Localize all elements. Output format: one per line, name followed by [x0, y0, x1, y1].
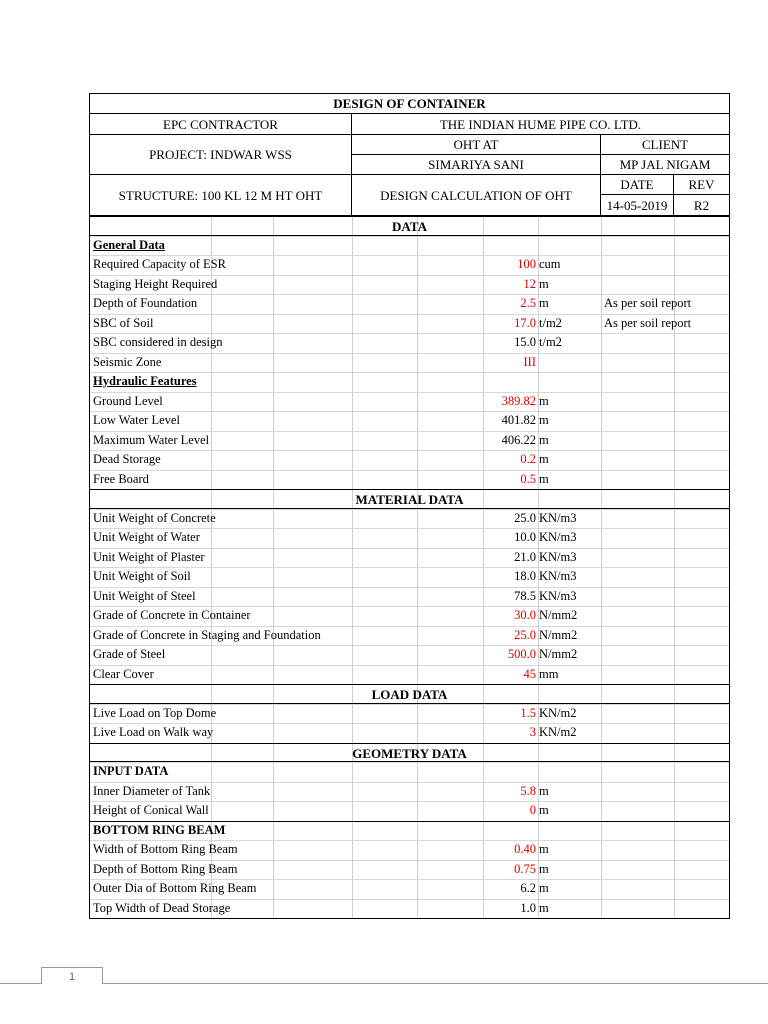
row-unit: m — [539, 296, 549, 310]
row-unit: KN/m2 — [539, 725, 577, 739]
material-row — [90, 665, 729, 685]
ring-row — [90, 860, 729, 880]
general-row — [90, 333, 729, 353]
row-label: Grade of Concrete in Container — [93, 608, 251, 622]
epc-value: THE INDIAN HUME PIPE CO. LTD. — [352, 114, 729, 135]
row-label: Maximum Water Level — [93, 432, 210, 447]
row-unit: KN/m3 — [539, 588, 577, 603]
row-label: Ground Level — [93, 393, 163, 408]
row-value: 500.0 — [507, 647, 536, 661]
row-unit: N/mm2 — [539, 627, 578, 642]
row-unit: cum — [539, 257, 561, 271]
row-value: 0.5 — [520, 471, 536, 486]
row-unit: KN/m3 — [539, 569, 577, 583]
row-label: Low Water Level — [93, 413, 180, 427]
rev-label: REV — [674, 175, 729, 195]
hydraulic-heading-label: Hydraulic Features — [93, 374, 197, 388]
row-value: 21.0 — [514, 549, 536, 564]
row-label: Unit Weight of Soil — [93, 569, 191, 583]
row-unit: t/m2 — [539, 335, 562, 349]
input-data-heading — [90, 762, 729, 782]
row-value: 12 — [523, 276, 536, 291]
material-row — [90, 509, 729, 529]
row-label: Unit Weight of Water — [93, 530, 200, 544]
material-row — [90, 587, 729, 607]
row-value: 17.0 — [514, 315, 536, 330]
ring-row — [90, 899, 729, 919]
row-value: 0.75 — [514, 861, 536, 876]
row-label: Required Capacity of ESR — [93, 257, 226, 271]
row-unit: N/mm2 — [539, 608, 578, 622]
row-value: 406.22 — [501, 432, 536, 447]
material-row — [90, 548, 729, 568]
section-data: DATA — [90, 216, 729, 236]
hydraulic-row — [90, 411, 729, 431]
row-unit: KN/m3 — [539, 530, 577, 544]
row-unit: m — [539, 842, 549, 856]
row-unit: t/m2 — [539, 315, 562, 330]
row-value: 25.0 — [514, 510, 536, 525]
section-load: LOAD DATA — [90, 684, 729, 704]
row-value: 0.40 — [514, 842, 536, 856]
sheet-title: DESIGN OF CONTAINER — [90, 94, 729, 114]
row-unit: m — [539, 413, 549, 427]
general-row — [90, 255, 729, 275]
row-unit: m — [539, 861, 549, 876]
page-number: 1 — [41, 967, 103, 984]
row-value: III — [523, 354, 536, 369]
client-label: CLIENT — [601, 135, 729, 155]
general-row — [90, 275, 729, 295]
general-data-heading-label: General Data — [93, 237, 165, 252]
row-unit: m — [539, 783, 549, 798]
epc-label: EPC CONTRACTOR — [90, 114, 352, 135]
material-row — [90, 606, 729, 626]
load-row — [90, 704, 729, 724]
row-label: Top Width of Dead Storage — [93, 900, 231, 915]
row-label: Live Load on Walk way — [93, 725, 214, 739]
client-value: MP JAL NIGAM — [601, 155, 729, 175]
row-label: Inner Diameter of Tank — [93, 783, 211, 798]
section-geometry: GEOMETRY DATA — [90, 743, 729, 763]
row-value: 1.0 — [520, 900, 536, 915]
row-unit: KN/m2 — [539, 705, 577, 720]
hydraulic-row — [90, 470, 729, 490]
row-unit: mm — [539, 666, 559, 681]
row-label: Outer Dia of Bottom Ring Beam — [93, 881, 257, 895]
row-value: 15.0 — [514, 335, 536, 349]
material-row — [90, 528, 729, 548]
row-label: Width of Bottom Ring Beam — [93, 842, 238, 856]
row-unit: m — [539, 452, 549, 466]
row-label: Live Load on Top Dome — [93, 705, 217, 720]
row-value: 18.0 — [514, 569, 536, 583]
hydraulic-heading — [90, 372, 729, 392]
row-unit: KN/m3 — [539, 549, 577, 564]
row-unit: KN/m3 — [539, 510, 577, 525]
row-label: Unit Weight of Steel — [93, 588, 196, 603]
design-sheet — [89, 93, 730, 919]
row-label: Free Board — [93, 471, 149, 486]
date-label: DATE — [601, 175, 674, 195]
general-row — [90, 353, 729, 373]
row-value: 3 — [529, 725, 536, 739]
row-value: 45 — [523, 666, 536, 681]
row-unit: m — [539, 803, 549, 817]
material-row — [90, 626, 729, 646]
row-unit: m — [539, 276, 549, 291]
row-unit: N/mm2 — [539, 647, 578, 661]
row-label: SBC of Soil — [93, 315, 154, 330]
calc-title: DESIGN CALCULATION OF OHT — [352, 175, 601, 216]
row-unit: m — [539, 432, 549, 447]
row-label: Unit Weight of Plaster — [93, 549, 205, 564]
project-name: PROJECT: INDWAR WSS — [90, 135, 352, 175]
oht-at-label: OHT AT — [352, 135, 601, 155]
row-value: 2.5 — [520, 296, 536, 310]
structure-name: STRUCTURE: 100 KL 12 M HT OHT — [90, 175, 352, 216]
general-row — [90, 314, 729, 334]
rev-value: R2 — [674, 195, 729, 216]
footer-divider — [0, 983, 768, 984]
row-label: Seismic Zone — [93, 354, 162, 369]
row-label: Unit Weight of Concrete — [93, 510, 216, 525]
row-value: 5.8 — [520, 783, 536, 798]
load-row — [90, 723, 729, 743]
row-value: 1.5 — [520, 705, 536, 720]
row-label: Height of Conical Wall — [93, 803, 209, 817]
row-value: 30.0 — [514, 608, 536, 622]
row-label: Dead Storage — [93, 452, 161, 466]
row-label: Staging Height Required — [93, 276, 218, 291]
row-value: 25.0 — [514, 627, 536, 642]
row-unit: m — [539, 881, 549, 895]
row-label: Grade of Concrete in Staging and Foundation — [93, 627, 321, 642]
row-value: 10.0 — [514, 530, 536, 544]
ring-row — [90, 840, 729, 860]
row-label: Grade of Steel — [93, 647, 166, 661]
material-row — [90, 567, 729, 587]
input-data-heading-label: INPUT DATA — [93, 764, 169, 778]
ring-beam-divider — [90, 821, 729, 822]
general-row — [90, 294, 729, 314]
row-unit: m — [539, 471, 549, 486]
hydraulic-row — [90, 450, 729, 470]
row-remark: As per soil report — [604, 315, 692, 330]
row-unit: m — [539, 393, 549, 408]
hydraulic-row — [90, 392, 729, 412]
input-row — [90, 782, 729, 802]
hydraulic-row — [90, 431, 729, 451]
row-unit: m — [539, 900, 549, 915]
sheet-body — [90, 216, 729, 918]
section-material: MATERIAL DATA — [90, 489, 729, 509]
material-row — [90, 645, 729, 665]
row-label: SBC considered in design — [93, 335, 223, 349]
row-label: Depth of Foundation — [93, 296, 198, 310]
ring-row — [90, 879, 729, 899]
row-label: Depth of Bottom Ring Beam — [93, 861, 238, 876]
row-value: 100 — [517, 257, 536, 271]
row-value: 0.2 — [520, 452, 536, 466]
bottom-ring-beam-heading — [90, 821, 729, 841]
general-data-heading — [90, 236, 729, 256]
row-remark: As per soil report — [604, 296, 692, 310]
row-label: Clear Cover — [93, 666, 154, 681]
input-row — [90, 801, 729, 821]
bottom-ring-beam-heading-label: BOTTOM RING BEAM — [93, 822, 226, 837]
row-value: 78.5 — [514, 588, 536, 603]
row-value: 6.2 — [520, 881, 536, 895]
row-value: 389.82 — [501, 393, 536, 408]
row-value: 401.82 — [501, 413, 536, 427]
row-value: 0 — [529, 803, 536, 817]
location-name: SIMARIYA SANI — [352, 155, 601, 175]
date-value: 14-05-2019 — [601, 195, 674, 216]
